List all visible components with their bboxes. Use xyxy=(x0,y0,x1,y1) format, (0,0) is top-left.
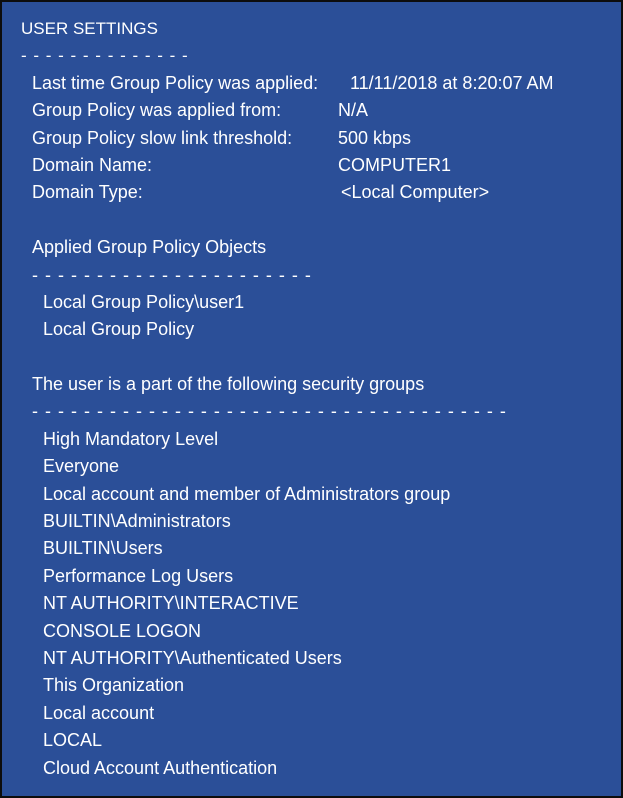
security-group-item: Local account xyxy=(43,702,155,723)
security-group-item: NT AUTHORITY\Authenticated Users xyxy=(43,647,342,668)
security-group-item: Local account and member of Administrators group xyxy=(43,483,451,504)
security-group-item: This Organization xyxy=(43,675,185,696)
gpo-item: Local Group Policy\user1 xyxy=(43,291,245,312)
security-group-item: BUILTIN\Administrators xyxy=(43,511,231,532)
security-group-item: Everyone xyxy=(43,456,120,477)
property-row-domain-type xyxy=(2,179,621,206)
security-group-item: High Mandatory Level xyxy=(43,428,219,449)
security-group-item: BUILTIN\Users xyxy=(43,538,163,559)
groups-heading: The user is a part of the following security groups xyxy=(32,374,425,395)
property-row-domain-name xyxy=(2,152,621,179)
groups-heading-underline: - - - - - - - - - - - - - - - - - - - - - - - - - - - - - - - - - - - - - xyxy=(32,401,507,422)
property-value: 11/11/2018 at 8:20:07 AM xyxy=(350,72,554,93)
section-title-underline: - - - - - - - - - - - - - - xyxy=(21,46,189,66)
property-label: Group Policy slow link threshold: xyxy=(32,127,293,148)
property-row-applied-from xyxy=(2,97,621,124)
security-group-item: NT AUTHORITY\INTERACTIVE xyxy=(43,593,299,614)
property-value: COMPUTER1 xyxy=(338,154,452,175)
spacer xyxy=(2,207,621,234)
spacer xyxy=(2,344,621,371)
property-value: 500 kbps xyxy=(338,127,412,148)
property-label: Group Policy was applied from: xyxy=(32,100,282,121)
property-label: Domain Name: xyxy=(32,154,153,175)
property-value: <Local Computer> xyxy=(341,182,490,203)
security-group-item: LOCAL xyxy=(43,730,103,751)
gpo-heading-underline: - - - - - - - - - - - - - - - - - - - - - - xyxy=(32,264,312,285)
property-row-slow-link xyxy=(2,125,621,152)
section-title: USER SETTINGS xyxy=(21,19,158,38)
gpo-heading: Applied Group Policy Objects xyxy=(32,237,267,258)
security-group-item: CONSOLE LOGON xyxy=(43,620,202,641)
property-label: Domain Type: xyxy=(32,182,143,203)
gpo-item: Local Group Policy xyxy=(43,319,195,340)
security-group-item: Cloud Account Authentication xyxy=(43,757,278,778)
property-row-last-applied xyxy=(2,70,621,97)
security-group-item: Performance Log Users xyxy=(43,565,234,586)
property-label: Last time Group Policy was applied: xyxy=(32,72,319,93)
property-value: N/A xyxy=(338,100,369,121)
